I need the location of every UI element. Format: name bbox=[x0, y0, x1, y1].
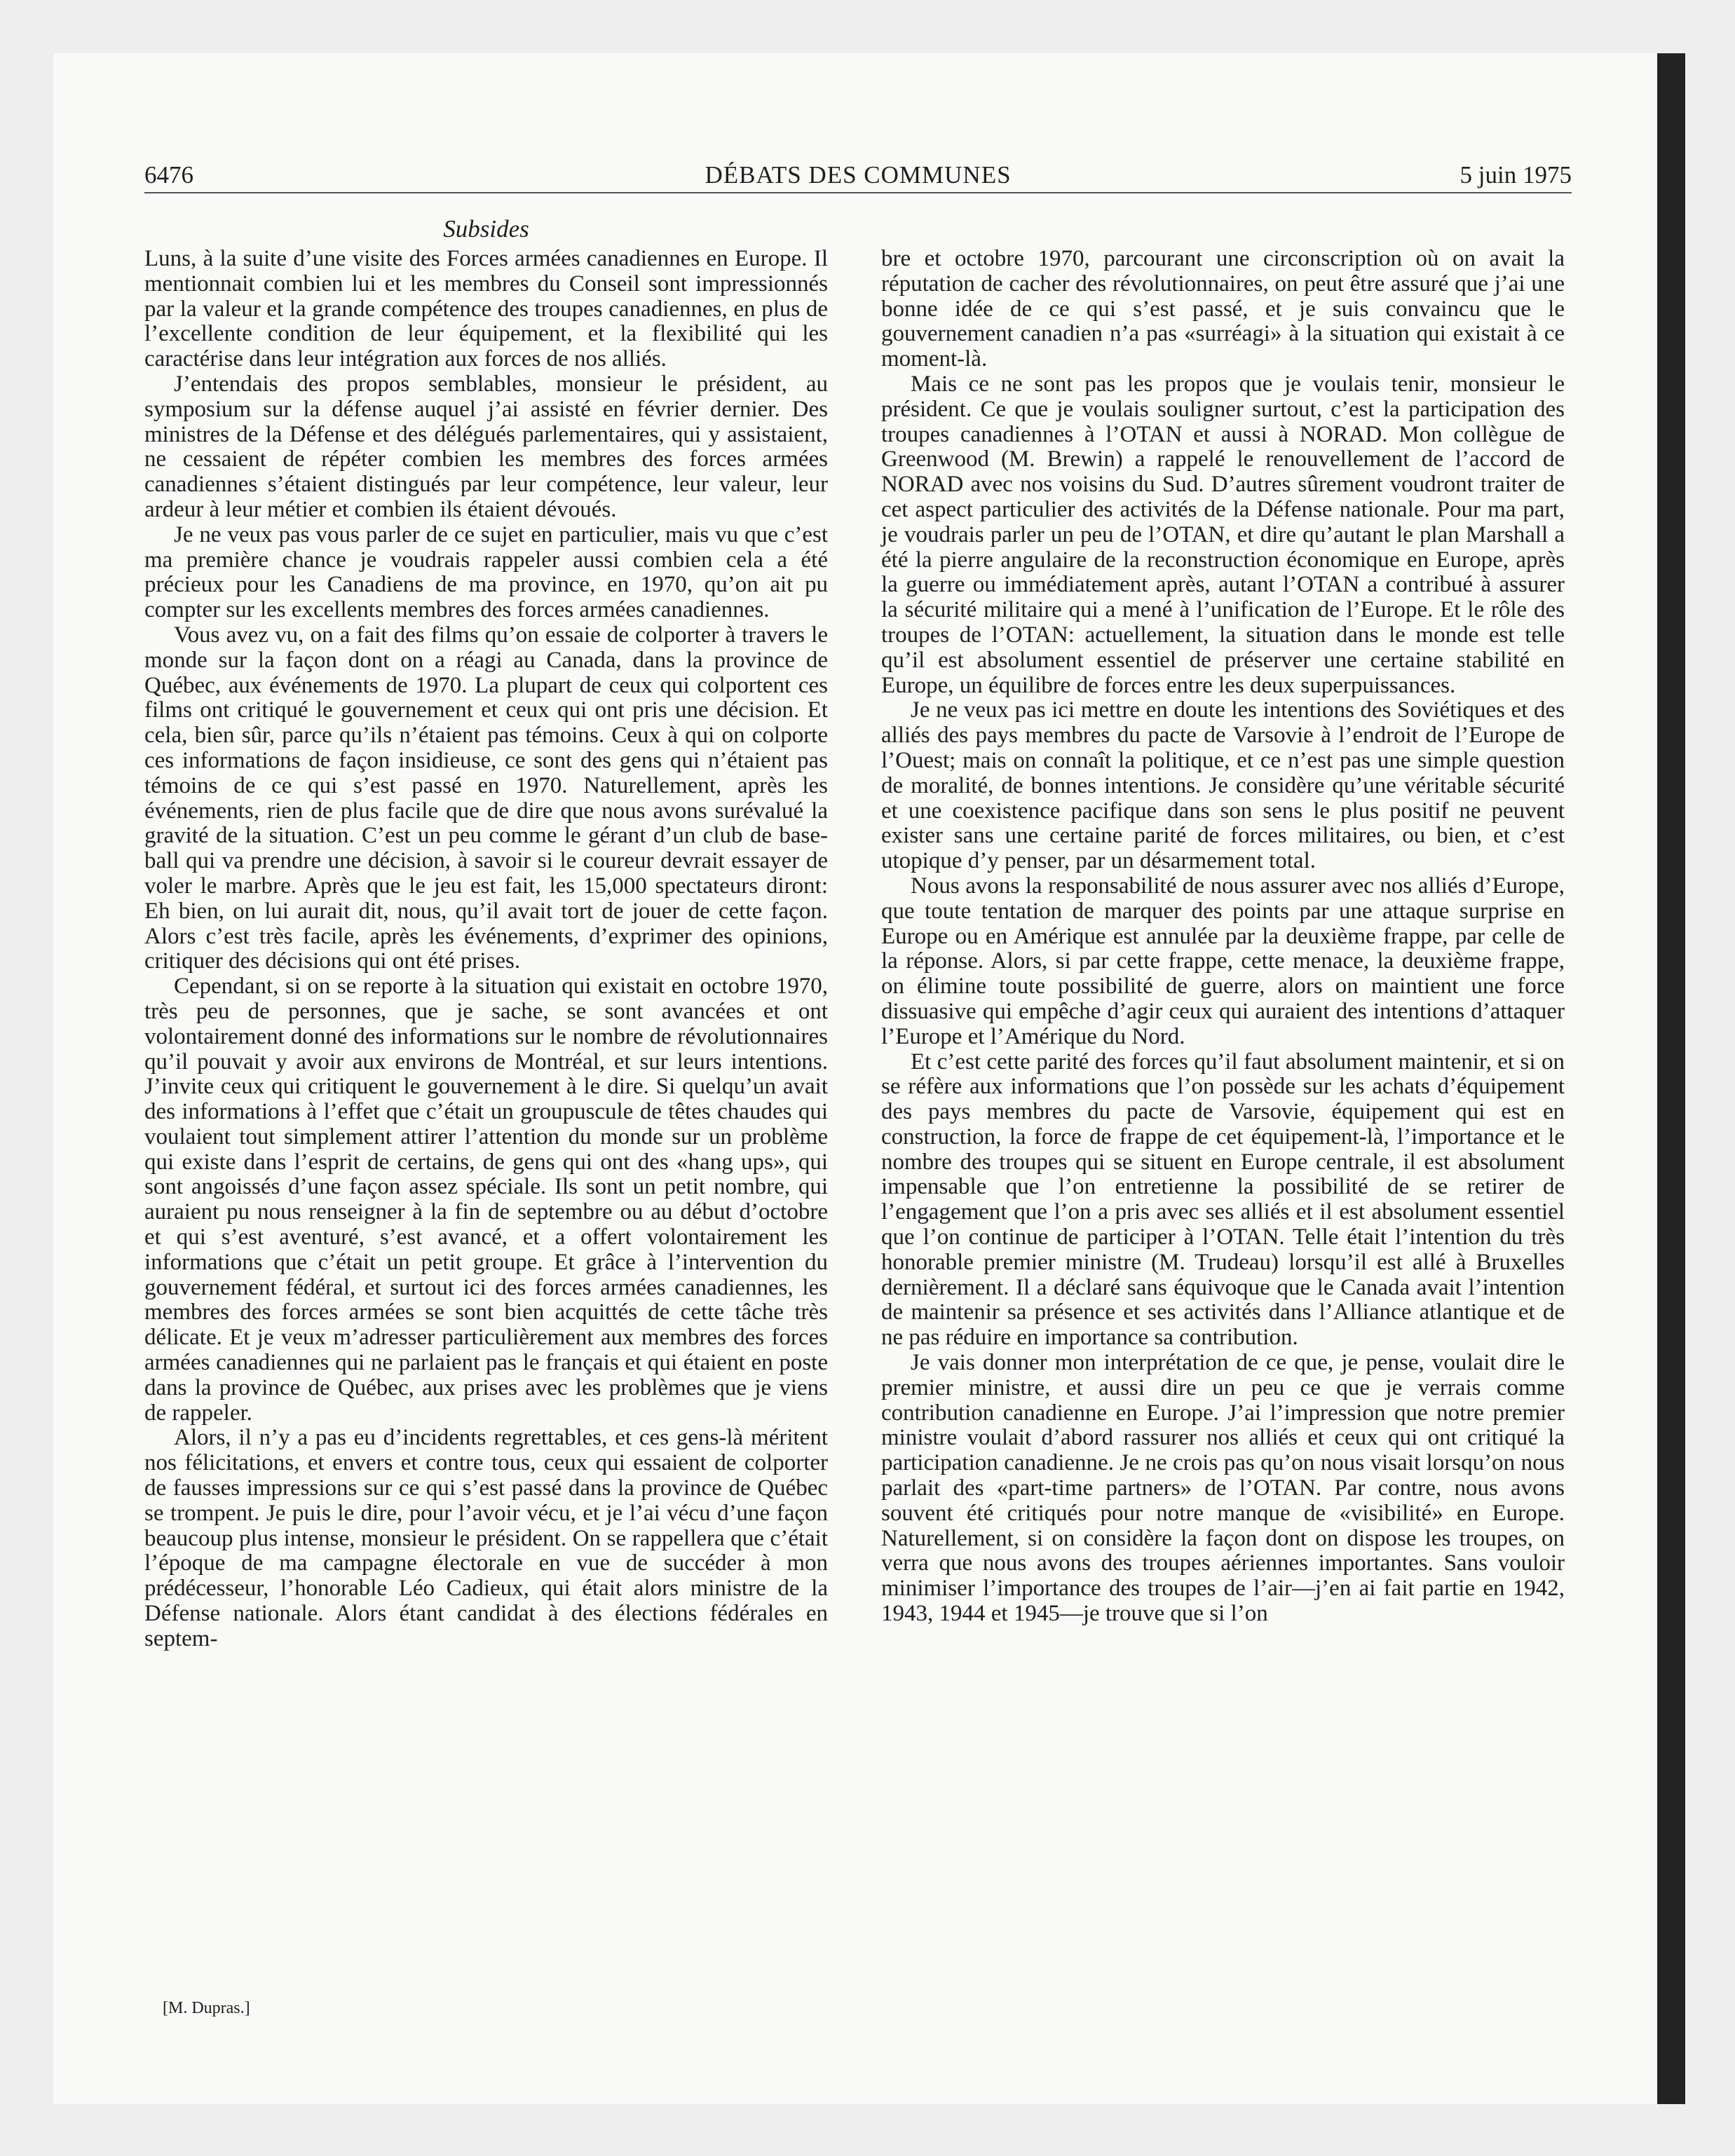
page-number: 6476 bbox=[144, 161, 193, 189]
page-header bbox=[144, 160, 1572, 191]
paragraph: Je ne veux pas ici mettre en doute les intentions des Soviétiques et des alliés des pays membres du pacte de Varsovie à l’endroit de l’Europe de l’Ouest; mais on connaît la politique, et ce n’est pas une simple question de moralité, de bonnes intentions. Je considère qu’une véritable sécurité et une coexistence pacifique dans son sens le plus positif ne peuvent exister sans une certaine parité de forces militaires, ou bien, et c’est utopique d’y penser, par un désarmement total. bbox=[881, 697, 1565, 874]
publication-title: DÉBATS DES COMMUNES bbox=[705, 161, 1012, 189]
paragraph: Mais ce ne sont pas les propos que je voulais tenir, monsieur le président. Ce que je voulais souligner surtout, c’est la participation des troupes canadiennes à l’OTAN et aussi à NORAD. Mon collègue de Greenwood (M. Brewin) a rappelé le renouvellement de l’accord de NORAD avec nos voisins du Sud. D’autres sûrement voudront traiter de cet aspect particulier des activités de la Défense nationale. Pour ma part, je voudrais parler un peu de l’OTAN, et dire qu’autant le plan Marshall a été la pierre angulaire de la reconstruction économique en Europe, après la guerre ou immédiatement après, autant l’OTAN a contribué à assurer la sécurité militaire qui a mené à l’unification de l’Europe. Et le rôle des troupes de l’OTAN: actuellement, la situation dans le monde est telle qu’il est absolument essentiel de préserver une certaine stabilité en Europe, un équilibre de forces entre les deux superpuissances. bbox=[881, 371, 1565, 698]
paragraph: Nous avons la responsabilité de nous assurer avec nos alliés d’Europe, que toute tentation de marquer des points par une attaque surprise en Europe ou en Amérique est annulée par la deuxième frappe, par celle de la réponse. Alors, si par cette frappe, cette menace, la deuxième frappe, on élimine toute possibilité de guerre, alors on maintient une force dissuasive qui empêche d’agir ceux qui auraient des intentions d’attaquer l’Europe et l’Amérique du Nord. bbox=[881, 873, 1565, 1049]
right-column bbox=[881, 247, 1565, 1627]
paragraph: Je vais donner mon interprétation de ce que, je pense, voulait dire le premier ministre, et aussi dire un peu ce que je verrais comme contribution canadienne en Europe. J’ai l’impression que notre premier ministre voulait d’abord rassurer nos alliés et ceux qui ont critiqué la participation canadienne. Je ne crois pas qu’on nous visait lorsqu’on nous parlait des «part-time partners» de l’OTAN. Par contre, nous avons souvent été critiqués pour notre manque de «visibilité» en Europe. Naturellement, si on considère la façon dont on dispose les troupes, on verra que nous avons des troupes aériennes importantes. Sans vouloir minimiser l’importance des troupes de l’air—j’en ai fait partie en 1942, 1943, 1944 et 1945—je trouve que si l’on bbox=[881, 1350, 1565, 1627]
left-column bbox=[144, 247, 828, 1652]
paragraph: J’entendais des propos semblables, monsieur le président, au symposium sur la défense auquel j’ai assisté en février dernier. Des ministres de la Défense et des délégués parlementaires, qui y assistaient, ne cessaient de répéter combien les membres des forces armées canadiennes s’étaient distingués par leur compétence, leur valeur, leur ardeur à leur métier et combien ils étaient dévoués. bbox=[144, 371, 828, 522]
paragraph: Je ne veux pas vous parler de ce sujet en particulier, mais vu que c’est ma première chance je voudrais rappeler aussi combien cela a été précieux pour les Canadiens de ma province, en 1970, qu’on ait pu compter sur les excellents membres des forces armées canadiennes. bbox=[144, 521, 828, 623]
paragraph: Cependant, si on se reporte à la situation qui existait en octobre 1970, très peu de personnes, que je sache, se sont avancées et ont volontairement donné des informations sur le nombre de révolutionnaires qu’il pouvait y avoir aux environs de Montréal, et sur leurs intentions. J’invite ceux qui critiquent le gouvernement à le dire. Si quelqu’un avait des informations à l’effet que c’était un groupuscule de têtes chaudes qui voulaient tout simplement attirer l’attention du monde sur un problème qui existe dans l’esprit de certains, de gens qui ont des «hang ups», qui sont angoissés d’une façon assez spéciale. Ils sont un petit nombre, qui auraient pu nous renseigner à la fin de septembre ou au début d’octobre et qui s’est aventuré, s’est avancé, et a offert volontairement les informations que c’était un petit groupe. Et grâce à l’intervention du gouvernement fédéral, et surtout ici des forces armées canadiennes, les membres des forces armées se sont bien acquittés de cette tâche très délicate. Et je veux m’adresser particulièrement aux membres des forces armées canadiennes qui ne parlaient pas le français et qui étaient en poste dans la province de Québec, aux prises avec les problèmes que je viens de rappeler. bbox=[144, 974, 828, 1426]
scan-edge-bar bbox=[1657, 53, 1685, 2104]
issue-date: 5 juin 1975 bbox=[1460, 161, 1572, 189]
paragraph: Vous avez vu, on a fait des films qu’on essaie de colporter à travers le monde sur la façon dont on a réagi au Canada, dans la province de Québec, aux événements de 1970. La plupart de ceux qui colportent ces films ont critiqué le gouvernement et ceux qui ont pris une décision. Et cela, bien sûr, parce qu’ils n’étaient pas témoins. Ceux à qui on colporte ces informations de façon insidieuse, ce sont des gens qui n’étaient pas témoins de ce qui s’est passé en 1970. Naturellement, après les événements, rien de plus facile que de dire que nous avons surévalué la gravité de la situation. C’est un peu comme le gérant d’un club de base-ball qui va prendre une décision, à savoir si le coureur devrait essayer de voler le marbre. Après que le jeu est fait, les 15,000 spectateurs diront: Eh bien, on lui aurait dit, nous, qu’il avait tort de jouer de cette façon. Alors c’est très facile, après les événements, d’exprimer des opinions, critiquer des décisions qui ont été prises. bbox=[144, 622, 828, 974]
paragraph: Et c’est cette parité des forces qu’il faut absolument maintenir, et si on se réfère aux informations que l’on possède sur les achats d’équipement des pays membres du pacte de Varsovie, équipement qui est en construction, la force de frappe de cet équipement-là, l’importance et le nombre des troupes qui se situent en Europe centrale, il est absolument impensable que l’on entretienne la possibilité de se retirer de l’engagement que l’on a pris avec ses alliés et il est absolument essentiel que l’on continue de participer à l’OTAN. Telle était l’intention du très honorable premier ministre (M. Trudeau) lorsqu’il est allé à Bruxelles dernièrement. Il a déclaré sans équivoque que le Canada avait l’intention de maintenir sa présence et ses activités dans l’Alliance atlantique et de ne pas réduire en importance sa contribution. bbox=[881, 1049, 1565, 1351]
paragraph: bre et octobre 1970, parcourant une circonscription où on avait la réputation de cacher des révolutionnaires, on peut être assuré que j’ai une bonne idée de ce qui s’est passé, et je suis convaincu que le gouvernement canadien n’a pas «surréagi» à la situation qui existait à ce moment-là. bbox=[881, 246, 1565, 372]
paragraph: Luns, à la suite d’une visite des Forces armées canadiennes en Europe. Il mentionnait combien lui et les membres du Conseil sont impressionnés par la valeur et la grande compétence des troupes canadiennes, en plus de l’excellente condition de leur équipement, et la flexibilité qui les caractérise dans leur intégration aux forces de nos alliés. bbox=[144, 246, 828, 372]
paragraph: Alors, il n’y a pas eu d’incidents regrettables, et ces gens-là méritent nos félicitations, et envers et contre tous, ceux qui essaient de colporter de fausses impressions sur ce qui s’est passé dans la province de Québec se trompent. Je puis le dire, pour l’avoir vécu, et je l’ai vécu d’une façon beaucoup plus intense, monsieur le président. On se rappellera que c’était l’époque de ma campagne électorale en vue de succéder à mon prédécesseur, l’honorable Léo Cadieux, qui était alors ministre de la Défense nationale. Alors étant candidat à des élections fédérales en septem- bbox=[144, 1425, 828, 1651]
section-title: Subsides bbox=[443, 215, 529, 243]
speaker-tag: [M. Dupras.] bbox=[163, 1999, 250, 2017]
header-rule bbox=[144, 192, 1572, 193]
